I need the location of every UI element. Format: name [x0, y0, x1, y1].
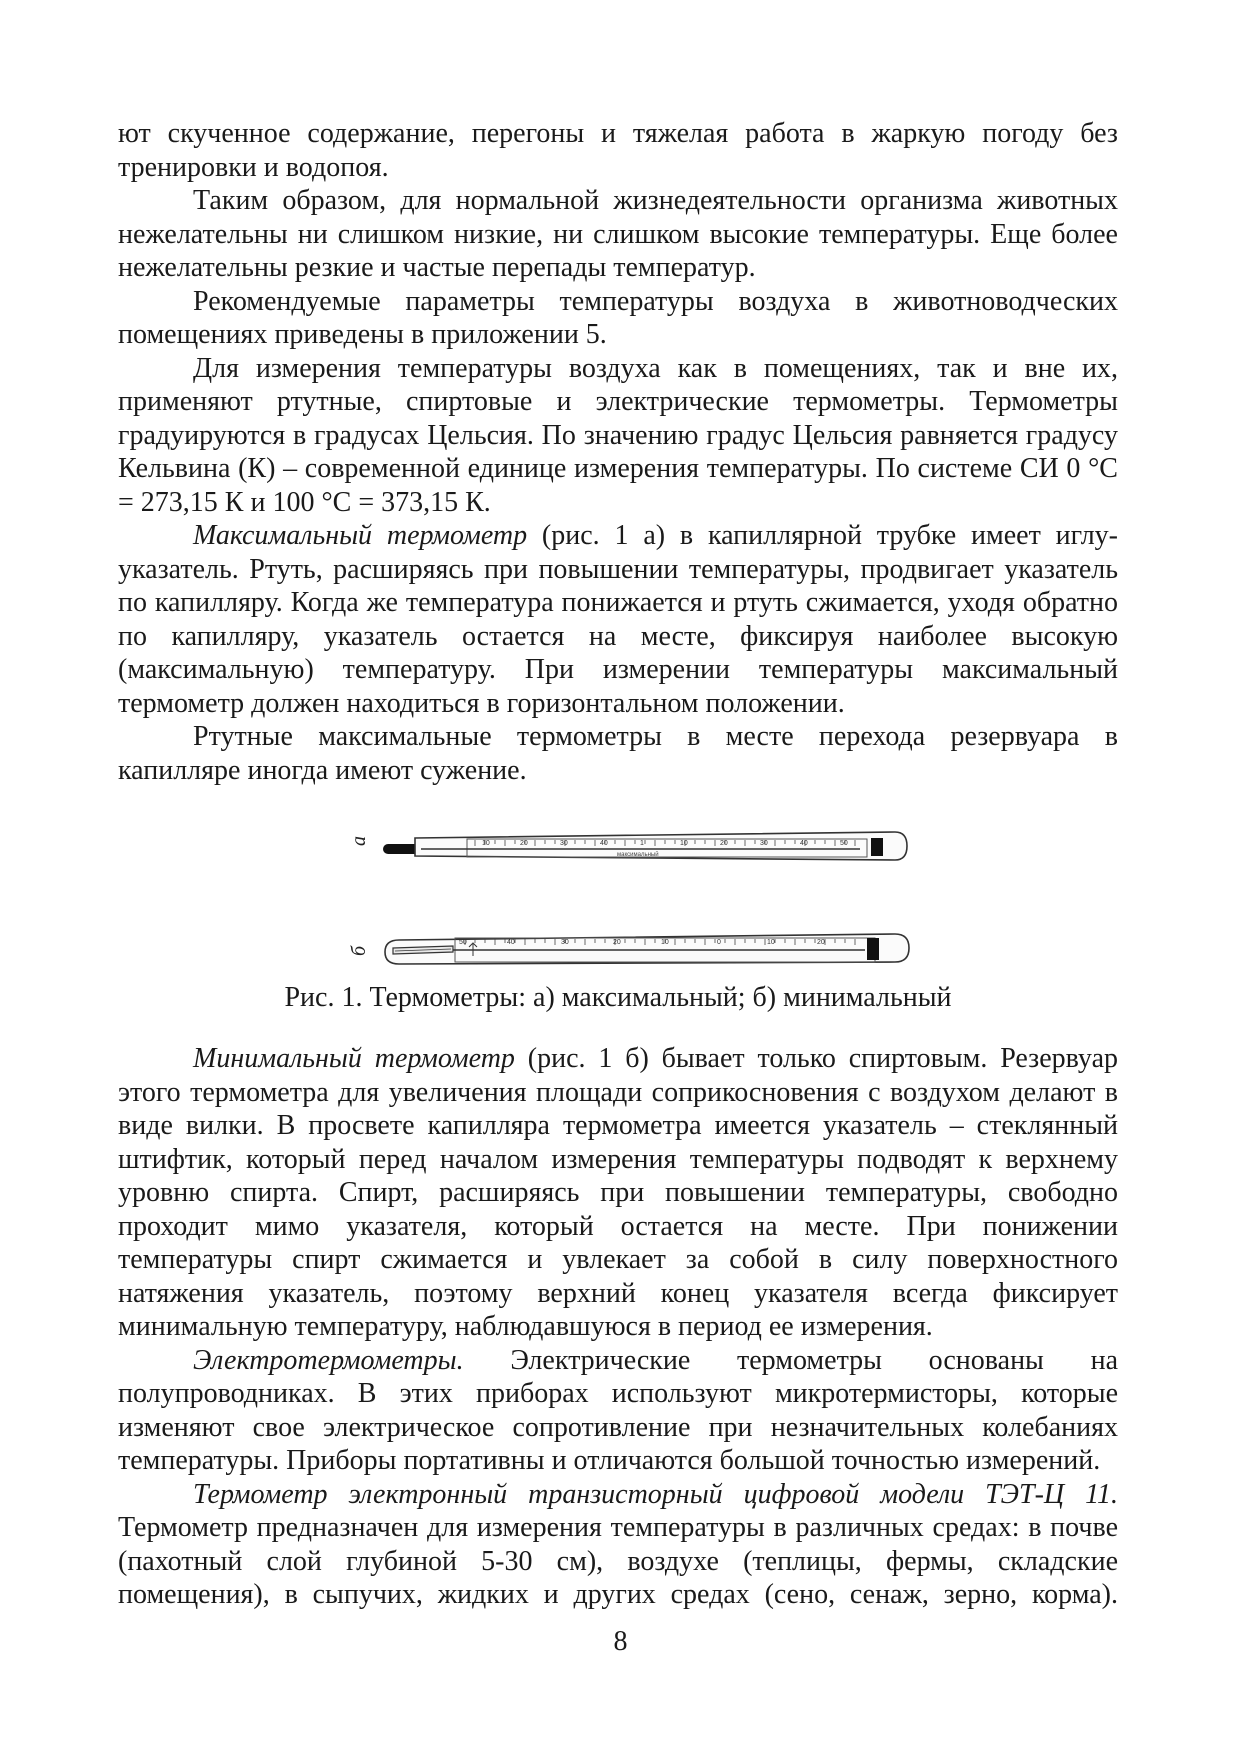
- page-number: 8: [613, 1626, 628, 1657]
- paragraph: ют скученное содержание, перегоны и тяжелая работа в жаркую погоду без тренировки и водопоя.: [118, 118, 1118, 183]
- italic-term: Максимальный термометр: [193, 520, 528, 551]
- end-cap: [867, 938, 879, 960]
- svg-text:1: 1: [640, 840, 644, 847]
- label-a: а: [348, 836, 370, 846]
- thermometer-max: [348, 832, 907, 860]
- paragraph: Таким образом, для нормальной жизнедеятельности организма животных нежелательны ни слишком низкие, ни слишком высокие температуры. Еще более нежелательны резкие и частые перепады температур.: [118, 185, 1118, 283]
- svg-text:0: 0: [717, 939, 721, 946]
- paragraph: Для измерения температуры воздуха как в помещениях, так и вне их, применяют ртутные, спиртовые и электрические термометры. Термометры градуируются в градусах Цельсия. По значению градус Цельсия равняется градусу Кельвина (К) – современной единице измерения температуры. По системе СИ 0 °С = 273,15 К и 100 °С = 373,15 К.: [118, 352, 1118, 518]
- thermometer-figure: [348, 808, 955, 980]
- paragraph: Минимальный термометр (рис. 1 б) бывает только спиртовым. Резервуар этого термометра для увеличения площади соприкосновения с воздухом делают в виде вилки. В просвете капилляра термометра имеется указатель – стеклянный штифтик, который перед началом измерения температуры подводят к верхнему уровню спирта. Спирт, расширяясь при повышении температуры, свободно проходит мимо указателя, который остается на месте. При понижении температуры спирт сжимается и увлекает за собой в силу поверхностного натяжения указатель, поэтому верхний конец указателя всегда фиксирует минимальную температуру, наблюдавшуюся в период ее измерения.: [118, 1043, 1118, 1342]
- end-cap: [871, 838, 883, 856]
- italic-term: Электротермометры.: [193, 1344, 464, 1376]
- label-b: б: [348, 945, 370, 956]
- text-block-bottom: [118, 1042, 1118, 1612]
- svg-text:10: 10: [680, 840, 688, 847]
- paragraph: Термометр электронный транзисторный цифровой модели ТЭТ-Ц 11. Термометр предназначен для измерения температуры в различных средах: в почве (пахотный слой глубиной 5-30 см), воздухе (теплицы, фермы, складские помещения), в сыпучих, жидких и других средах (сено, сенаж, зерно, корма).: [118, 1478, 1118, 1610]
- thermometer-min: [348, 934, 909, 964]
- paragraph: Рекомендуемые параметры температуры воздуха в животноводческих помещениях приведены в приложении 5.: [118, 285, 1118, 350]
- italic-term: Минимальный термометр: [193, 1043, 515, 1074]
- svg-text:40: 40: [600, 840, 608, 847]
- svg-text:30: 30: [560, 840, 568, 847]
- svg-text:30: 30: [561, 939, 569, 946]
- svg-text:30: 30: [760, 840, 768, 847]
- svg-text:20: 20: [720, 840, 728, 847]
- text-block-top: [118, 117, 1118, 787]
- paragraph: Электротермометры. Электрические термометры основаны на полупроводниках. В этих приборах используют микротермисторы, которые изменяют свое электрическое сопротивление при незначительных колебаниях температуры. Приборы портативны и отличаются большой точностью измерений.: [118, 1344, 1118, 1476]
- italic-term: Термометр электронный транзисторный цифровой модели ТЭТ-Ц 11.: [193, 1478, 1118, 1510]
- paragraph: Максимальный термометр (рис. 1 а) в капиллярной трубке имеет иглу-указатель. Ртуть, расширяясь при повышении температуры, продвигает указатель по капилляру. Когда же температура понижается и ртуть сжимается, уходя обратно по капилляру, указатель остается на месте, фиксируя наиболее высокую (максимальную) температуру. При измерении температуры максимальный термометр должен находиться в горизонтальном положении.: [118, 520, 1118, 719]
- svg-text:50: 50: [840, 840, 848, 847]
- svg-text:40: 40: [507, 939, 515, 946]
- svg-text:20: 20: [817, 939, 825, 946]
- svg-text:10: 10: [482, 840, 490, 847]
- thermometer-illustration: [348, 808, 955, 980]
- svg-text:20: 20: [520, 840, 528, 847]
- figure-caption: Рис. 1. Термометры: а) максимальный; б) минимальный: [284, 982, 952, 1013]
- svg-text:40: 40: [800, 840, 808, 847]
- thermometer-label: максимальный: [617, 852, 659, 858]
- svg-text:10: 10: [767, 939, 775, 946]
- svg-text:20: 20: [613, 939, 621, 946]
- paragraph: Ртутные максимальные термометры в месте перехода резервуара в капилляре иногда имеют сужение.: [118, 721, 1118, 786]
- svg-text:10: 10: [661, 939, 669, 946]
- svg-text:50: 50: [459, 939, 467, 946]
